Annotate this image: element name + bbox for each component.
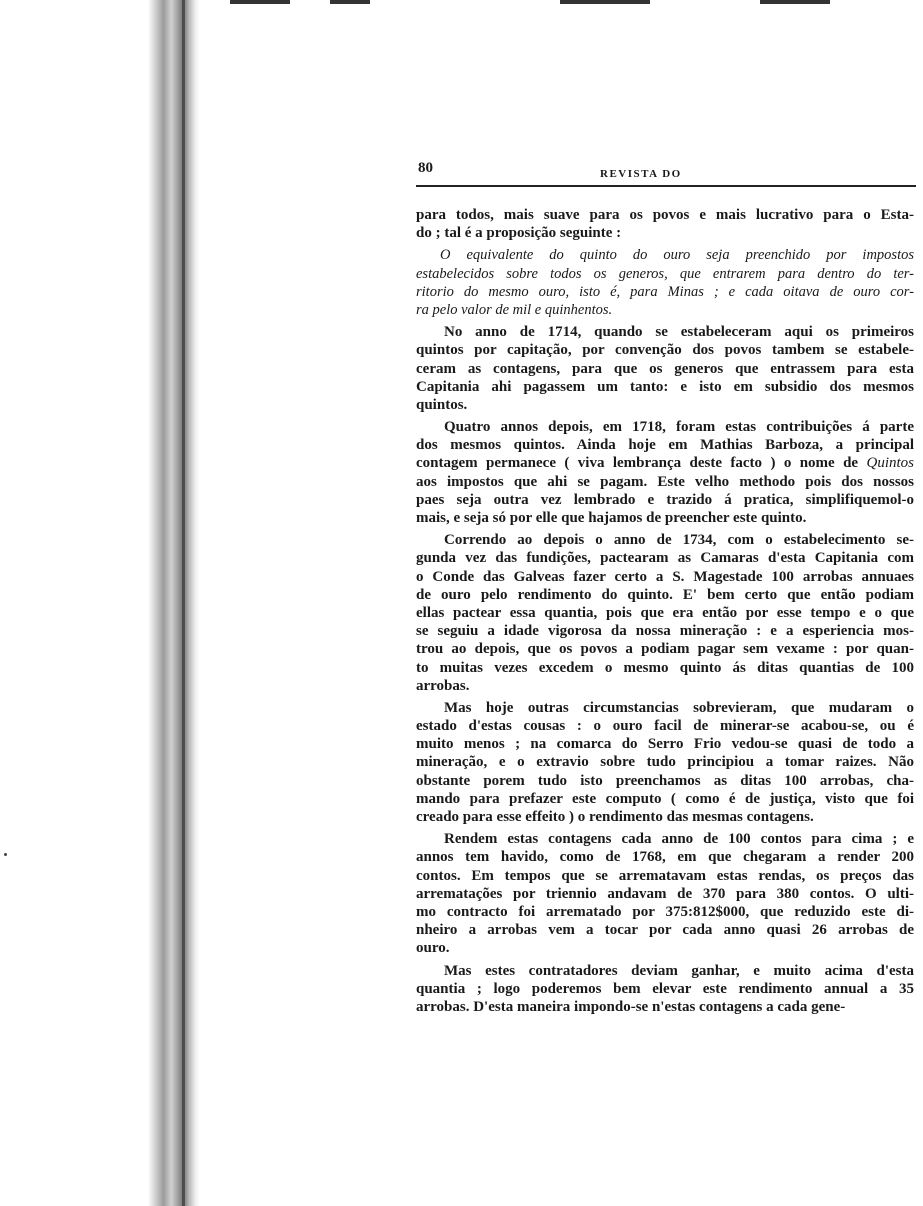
text-line: annos tem havido, como de 1768, em que chegaram a render 200	[416, 849, 914, 866]
gutter-shadow-line	[182, 0, 185, 1206]
text-line: o Conde das Galveas fazer certo a S. Magestade 100 arrobas annuaes	[416, 568, 914, 585]
text-line: ritorio do mesmo ouro, isto é, para Minas ; e cada oitava de ouro cor-	[416, 283, 914, 300]
text-run: contagem permanece ( viva lembrança deste facto ) o nome de	[416, 455, 867, 472]
quoted-proposition	[416, 246, 914, 319]
text-line: Capitania ahi pagassem um tanto: e isto em subsidio dos mesmos	[416, 378, 914, 395]
paragraph	[416, 830, 914, 957]
text-line: No anno de 1714, quando se estabeleceram aqui os primeiros	[444, 324, 914, 341]
text-line: Quatro annos depois, em 1718, foram estas contribuições á parte	[444, 419, 914, 436]
text-line: mineração, e o extravio sobre tudo principiou a tomar raizes. Não	[416, 754, 914, 771]
text-line: estabelecidos sobre todos os generos, que entrarem para dentro do ter-	[416, 265, 914, 282]
text-line: Rendem estas contagens cada anno de 100 contos para cima ; e	[444, 831, 914, 848]
paragraph	[416, 531, 914, 695]
paragraph	[416, 962, 914, 1017]
paragraph	[416, 699, 914, 826]
text-line: quintos por capitação, por convenção dos povos tambem se estabele-	[416, 342, 914, 359]
text-line: para todos, mais suave para os povos e mais lucrativo para o Esta-	[416, 207, 914, 223]
text-line: ceram as contagens, para que os generos que entrassem para esta	[416, 360, 914, 377]
text-line: ra pelo valor de mil e quinhentos.	[416, 301, 613, 318]
text-line: Mas estes contratadores deviam ganhar, e muito acima d'esta	[444, 962, 914, 979]
text-line: de ouro pelo rendimento do quinto. E' bem certo que então podiam	[416, 586, 914, 603]
scan-speck	[4, 853, 7, 856]
text-line: obstante porem tudo isto preenchamos as ditas 100 arrobas, cha-	[416, 772, 914, 789]
text-line: to muitas vezes excedem o mesmo quinto ás ditas quantias de 100	[416, 659, 914, 676]
text-line: ouro.	[416, 940, 450, 957]
paragraph	[416, 418, 914, 527]
book-binding-gutter	[148, 0, 200, 1206]
text-line: dos mesmos quintos. Ainda hoje em Mathias Barboza, a principal	[416, 437, 914, 454]
scan-edge-mark	[760, 0, 830, 4]
text-line: trou ao depois, que os povos a podiam pagar sem vexame : por quan-	[416, 641, 914, 658]
scan-edge-mark	[330, 0, 370, 4]
header-rule	[416, 185, 916, 187]
italic-term: Quintos	[866, 455, 914, 472]
text-line: paes seja outra vez lembrado e trazido á pratica, simplifiquemol-o	[416, 491, 914, 508]
text-line: creado para esse effeito ) o rendimento das mesmas contagens.	[416, 809, 814, 825]
scan-edge-mark	[560, 0, 650, 4]
text-line: contos. Em tempos que se arrematavam estas rendas, os preços das	[416, 867, 914, 884]
text-line: do ; tal é a proposição seguinte :	[416, 225, 622, 242]
text-line: se seguiu a idade vigorosa da nossa mineração : e a esperiencia mos-	[416, 623, 914, 640]
paragraph	[416, 206, 914, 242]
text-line: Correndo ao depois o anno de 1734, com o estabelecimento se-	[444, 532, 914, 549]
body-text	[416, 206, 914, 1020]
text-line: nheiro a arrobas vem a tocar por cada anno quasi 26 arrobas de	[416, 922, 914, 939]
page-number: 80	[418, 160, 433, 176]
text-line: Mas hoje outras circumstancias sobrevieram, que mudaram o	[444, 699, 914, 716]
text-line: aos impostos que ahi se pagam. Este velho methodo pois dos nossos	[416, 473, 914, 490]
text-line: mo contracto foi arrematado por 375:812$000, que reduzido este di-	[416, 903, 914, 920]
text-line: arrobas. D'esta maneira impondo-se n'estas contagens a cada gene-	[416, 998, 846, 1015]
text-line: mando para prefazer este computo ( como é de justiça, visto que foi	[416, 790, 914, 807]
text-line: arrobas.	[416, 677, 470, 694]
text-line: quintos.	[416, 396, 468, 413]
text-line: quantia ; logo poderemos bem elevar este rendimento annual a 35	[416, 980, 914, 997]
text-line: ellas pactear essa quantia, pois que era então por esse tempo e o que	[416, 604, 914, 621]
paragraph	[416, 323, 914, 414]
text-line: arrematações por triennio andavam de 370 para 380 contos. O ulti-	[416, 885, 914, 902]
text-line	[416, 454, 914, 472]
running-head: REVISTA DO	[600, 168, 682, 180]
text-line: mais, e seja só por elle que hajamos de preencher este quinto.	[416, 510, 807, 526]
scan-edge-mark	[230, 0, 290, 4]
text-line: gunda vez das fundições, pactearam as Camaras d'esta Capitania com	[416, 550, 914, 567]
text-line: O equivalente do quinto do ouro seja preenchido por impostos	[440, 247, 914, 264]
text-line: estado d'estas cousas : o ouro facil de minerar-se acabou-se, ou é	[416, 718, 914, 735]
text-line: muito menos ; na comarca do Serro Frio vedou-se quasi de todo a	[416, 736, 914, 753]
